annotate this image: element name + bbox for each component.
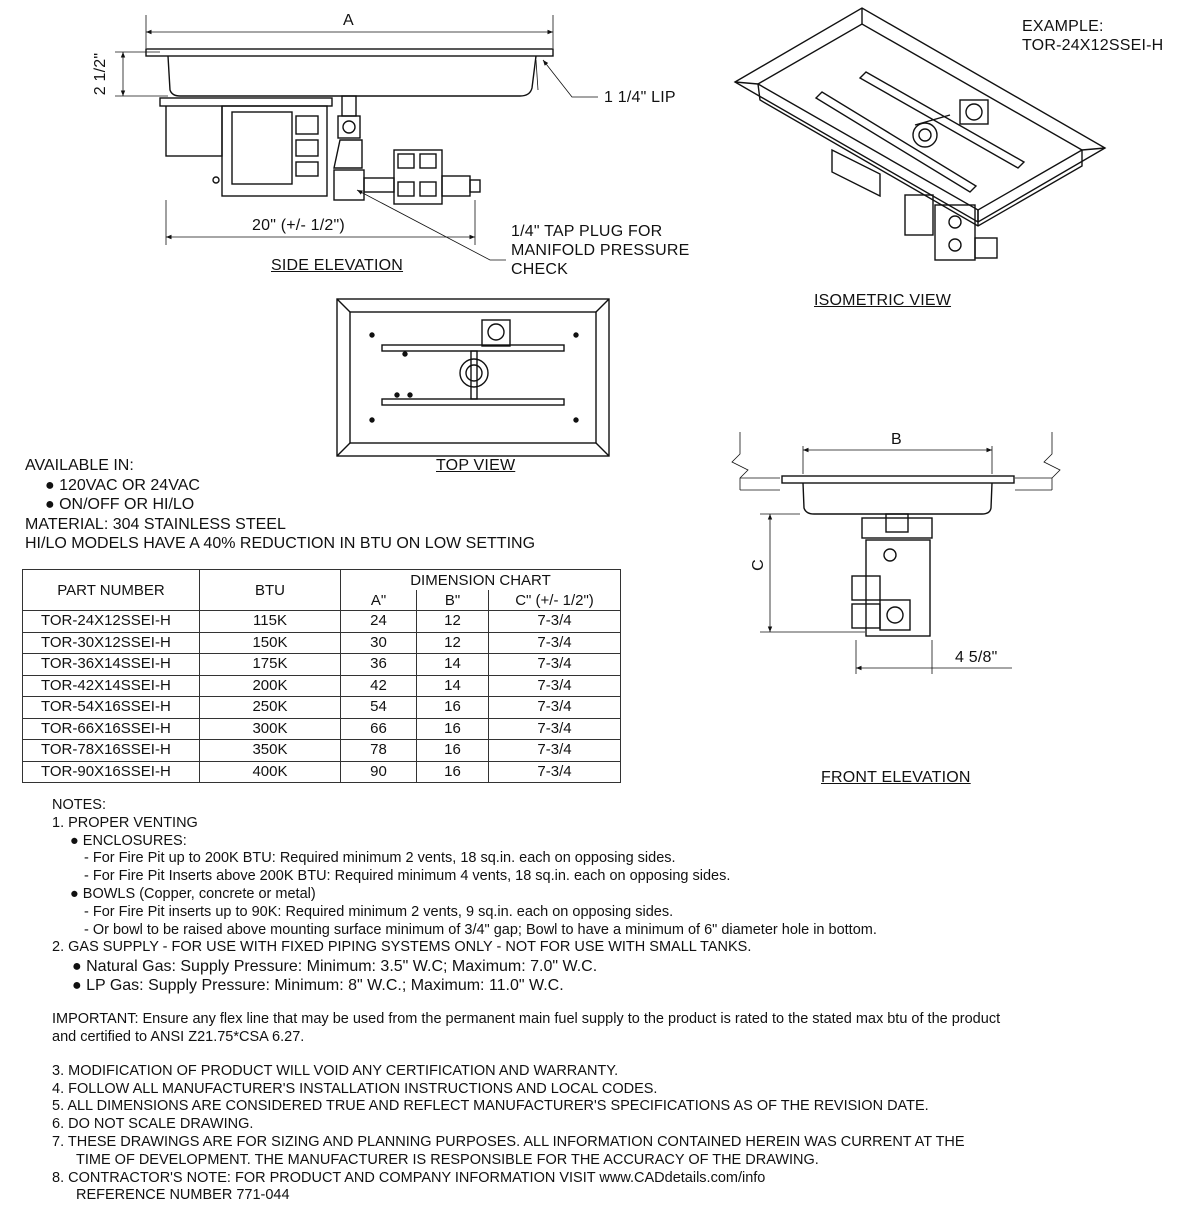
table-cell-b: 14 xyxy=(417,675,489,697)
offset-dimension-label: 4 5/8" xyxy=(955,649,998,666)
note-1: 1. PROPER VENTING xyxy=(52,814,198,831)
table-cell-part: TOR-36X14SSEI-H xyxy=(23,654,200,676)
table-cell-c: 7-3/4 xyxy=(489,675,621,697)
material-line: MATERIAL: 304 STAINLESS STEEL xyxy=(25,515,286,533)
dimension-b-label: B xyxy=(891,431,902,448)
note-6: 6. DO NOT SCALE DRAWING. xyxy=(52,1116,254,1133)
table-cell-b: 16 xyxy=(417,761,489,783)
bowls-heading: ● BOWLS (Copper, concrete or metal) xyxy=(70,885,316,902)
table-cell-b: 14 xyxy=(417,654,489,676)
table-cell-btu: 300K xyxy=(200,718,341,740)
note-7-continued: TIME OF DEVELOPMENT. THE MANUFACTURER IS RESPONSIBLE FOR THE ACCURACY OF THE DRAWING. xyxy=(76,1151,819,1168)
tap-callout-line-2: MANIFOLD PRESSURE xyxy=(511,242,690,259)
table-cell-part: TOR-30X12SSEI-H xyxy=(23,632,200,654)
front-elevation-drawing xyxy=(732,432,1060,674)
bowl-rule-2: - Or bowl to be raised above mounting surface minimum of 3/4" gap; Bowl to have a minimum of 6" diameter hole in bottom. xyxy=(84,921,877,938)
column-header-c: C" (+/- 1/2") xyxy=(489,590,621,611)
table-cell-part: TOR-66X16SSEI-H xyxy=(23,718,200,740)
width-dimension-label: 20" (+/- 1/2") xyxy=(252,217,345,234)
table-cell-btu: 350K xyxy=(200,740,341,762)
table-cell-c: 7-3/4 xyxy=(489,632,621,654)
reference-number: REFERENCE NUMBER 771-044 xyxy=(76,1187,290,1204)
tap-callout-line-1: 1/4" TAP PLUG FOR xyxy=(511,223,663,240)
notes-block xyxy=(52,797,1000,1205)
dimension-a-label: A xyxy=(343,12,354,29)
hilo-note: HI/LO MODELS HAVE A 40% REDUCTION IN BTU ON LOW SETTING xyxy=(25,535,536,552)
enclosure-rule-2: - For Fire Pit Inserts above 200K BTU: Required minimum 4 vents, 18 sq.in. each on opposing sides. xyxy=(84,868,731,885)
table-cell-a: 54 xyxy=(341,697,417,719)
important-line-1: IMPORTANT: Ensure any flex line that may be used from the permanent main fuel supply to the product is rated to the stated max btu of the product xyxy=(52,1011,1001,1028)
table-cell-a: 90 xyxy=(341,761,417,783)
table-cell-a: 24 xyxy=(341,611,417,633)
column-header-part: PART NUMBER xyxy=(23,570,200,611)
important-line-2: and certified to ANSI Z21.75*CSA 6.27. xyxy=(52,1028,305,1045)
table-cell-c: 7-3/4 xyxy=(489,740,621,762)
height-dimension-label: 2 1/2" xyxy=(92,52,109,96)
table-cell-part: TOR-24X12SSEI-H xyxy=(23,611,200,633)
column-header-btu: BTU xyxy=(200,570,341,611)
lip-callout: 1 1/4" LIP xyxy=(604,89,676,106)
table-row xyxy=(23,740,621,762)
enclosures-heading: ● ENCLOSURES: xyxy=(70,832,187,849)
table-row xyxy=(23,718,621,740)
column-header-b: B" xyxy=(417,590,489,611)
availability-option: ● ON/OFF OR HI/LO xyxy=(45,496,195,513)
table-cell-c: 7-3/4 xyxy=(489,718,621,740)
natural-gas-pressure: ● Natural Gas: Supply Pressure: Minimum: 3.5" W.C; Maximum: 7.0" W.C. xyxy=(72,958,598,976)
table-cell-a: 78 xyxy=(341,740,417,762)
note-2: 2. GAS SUPPLY - FOR USE WITH FIXED PIPING SYSTEMS ONLY - NOT FOR USE WITH SMALL TANKS. xyxy=(52,939,752,956)
dimension-table-body xyxy=(23,611,621,783)
table-cell-part: TOR-90X16SSEI-H xyxy=(23,761,200,783)
table-cell-btu: 400K xyxy=(200,761,341,783)
column-header-group: DIMENSION CHART xyxy=(341,570,621,591)
table-cell-c: 7-3/4 xyxy=(489,697,621,719)
isometric-view-title: ISOMETRIC VIEW xyxy=(814,292,952,309)
note-8: 8. CONTRACTOR'S NOTE: FOR PRODUCT AND COMPANY INFORMATION VISIT www.CADdetails.com/info xyxy=(52,1169,766,1186)
table-cell-btu: 200K xyxy=(200,675,341,697)
top-view-title: TOP VIEW xyxy=(436,457,516,474)
lp-gas-pressure: ● LP Gas: Supply Pressure: Minimum: 8" W.C.; Maximum: 11.0" W.C. xyxy=(72,977,564,995)
column-header-a: A" xyxy=(341,590,417,611)
example-label: EXAMPLE: xyxy=(1022,18,1104,35)
dimension-table xyxy=(22,569,621,783)
table-cell-b: 16 xyxy=(417,718,489,740)
table-row xyxy=(23,675,621,697)
table-cell-b: 12 xyxy=(417,611,489,633)
table-cell-part: TOR-42X14SSEI-H xyxy=(23,675,200,697)
bowl-rule-1: - For Fire Pit inserts up to 90K: Required minimum 2 vents, 9 sq.in. each on opposing sides. xyxy=(84,903,674,920)
table-row xyxy=(23,611,621,633)
note-3: 3. MODIFICATION OF PRODUCT WILL VOID ANY CERTIFICATION AND WARRANTY. xyxy=(52,1062,619,1079)
table-row xyxy=(23,761,621,783)
table-cell-b: 12 xyxy=(417,632,489,654)
table-cell-part: TOR-78X16SSEI-H xyxy=(23,740,200,762)
table-cell-b: 16 xyxy=(417,697,489,719)
table-cell-b: 16 xyxy=(417,740,489,762)
example-model: TOR-24X12SSEI-H xyxy=(1022,37,1164,54)
table-row xyxy=(23,654,621,676)
table-cell-btu: 150K xyxy=(200,632,341,654)
top-view-drawing xyxy=(337,299,609,456)
table-cell-part: TOR-54X16SSEI-H xyxy=(23,697,200,719)
front-elevation-title: FRONT ELEVATION xyxy=(821,769,971,786)
dimension-c-label: C xyxy=(750,559,767,571)
notes-heading: NOTES: xyxy=(52,797,106,813)
table-cell-c: 7-3/4 xyxy=(489,761,621,783)
availability-heading: AVAILABLE IN: xyxy=(25,457,134,474)
table-cell-a: 36 xyxy=(341,654,417,676)
table-row xyxy=(23,697,621,719)
note-5: 5. ALL DIMENSIONS ARE CONSIDERED TRUE AND REFLECT MANUFACTURER'S SPECIFICATIONS AS OF THE REVISION DATE. xyxy=(52,1098,929,1115)
table-cell-a: 66 xyxy=(341,718,417,740)
table-cell-btu: 115K xyxy=(200,611,341,633)
availability-option: ● 120VAC OR 24VAC xyxy=(45,476,200,494)
enclosure-rule-1: - For Fire Pit up to 200K BTU: Required minimum 2 vents, 18 sq.in. each on opposing sides. xyxy=(84,850,676,867)
table-cell-a: 30 xyxy=(341,632,417,654)
note-7: 7. THESE DRAWINGS ARE FOR SIZING AND PLANNING PURPOSES. ALL INFORMATION CONTAINED HEREIN WAS CURRENT AT THE xyxy=(52,1133,965,1150)
table-cell-c: 7-3/4 xyxy=(489,611,621,633)
note-4: 4. FOLLOW ALL MANUFACTURER'S INSTALLATION INSTRUCTIONS AND LOCAL CODES. xyxy=(52,1080,658,1097)
tap-callout-line-3: CHECK xyxy=(511,261,569,278)
table-cell-a: 42 xyxy=(341,675,417,697)
table-cell-btu: 250K xyxy=(200,697,341,719)
table-cell-btu: 175K xyxy=(200,654,341,676)
availability-block xyxy=(25,456,535,554)
table-row xyxy=(23,632,621,654)
side-elevation-title: SIDE ELEVATION xyxy=(271,257,404,274)
table-cell-c: 7-3/4 xyxy=(489,654,621,676)
